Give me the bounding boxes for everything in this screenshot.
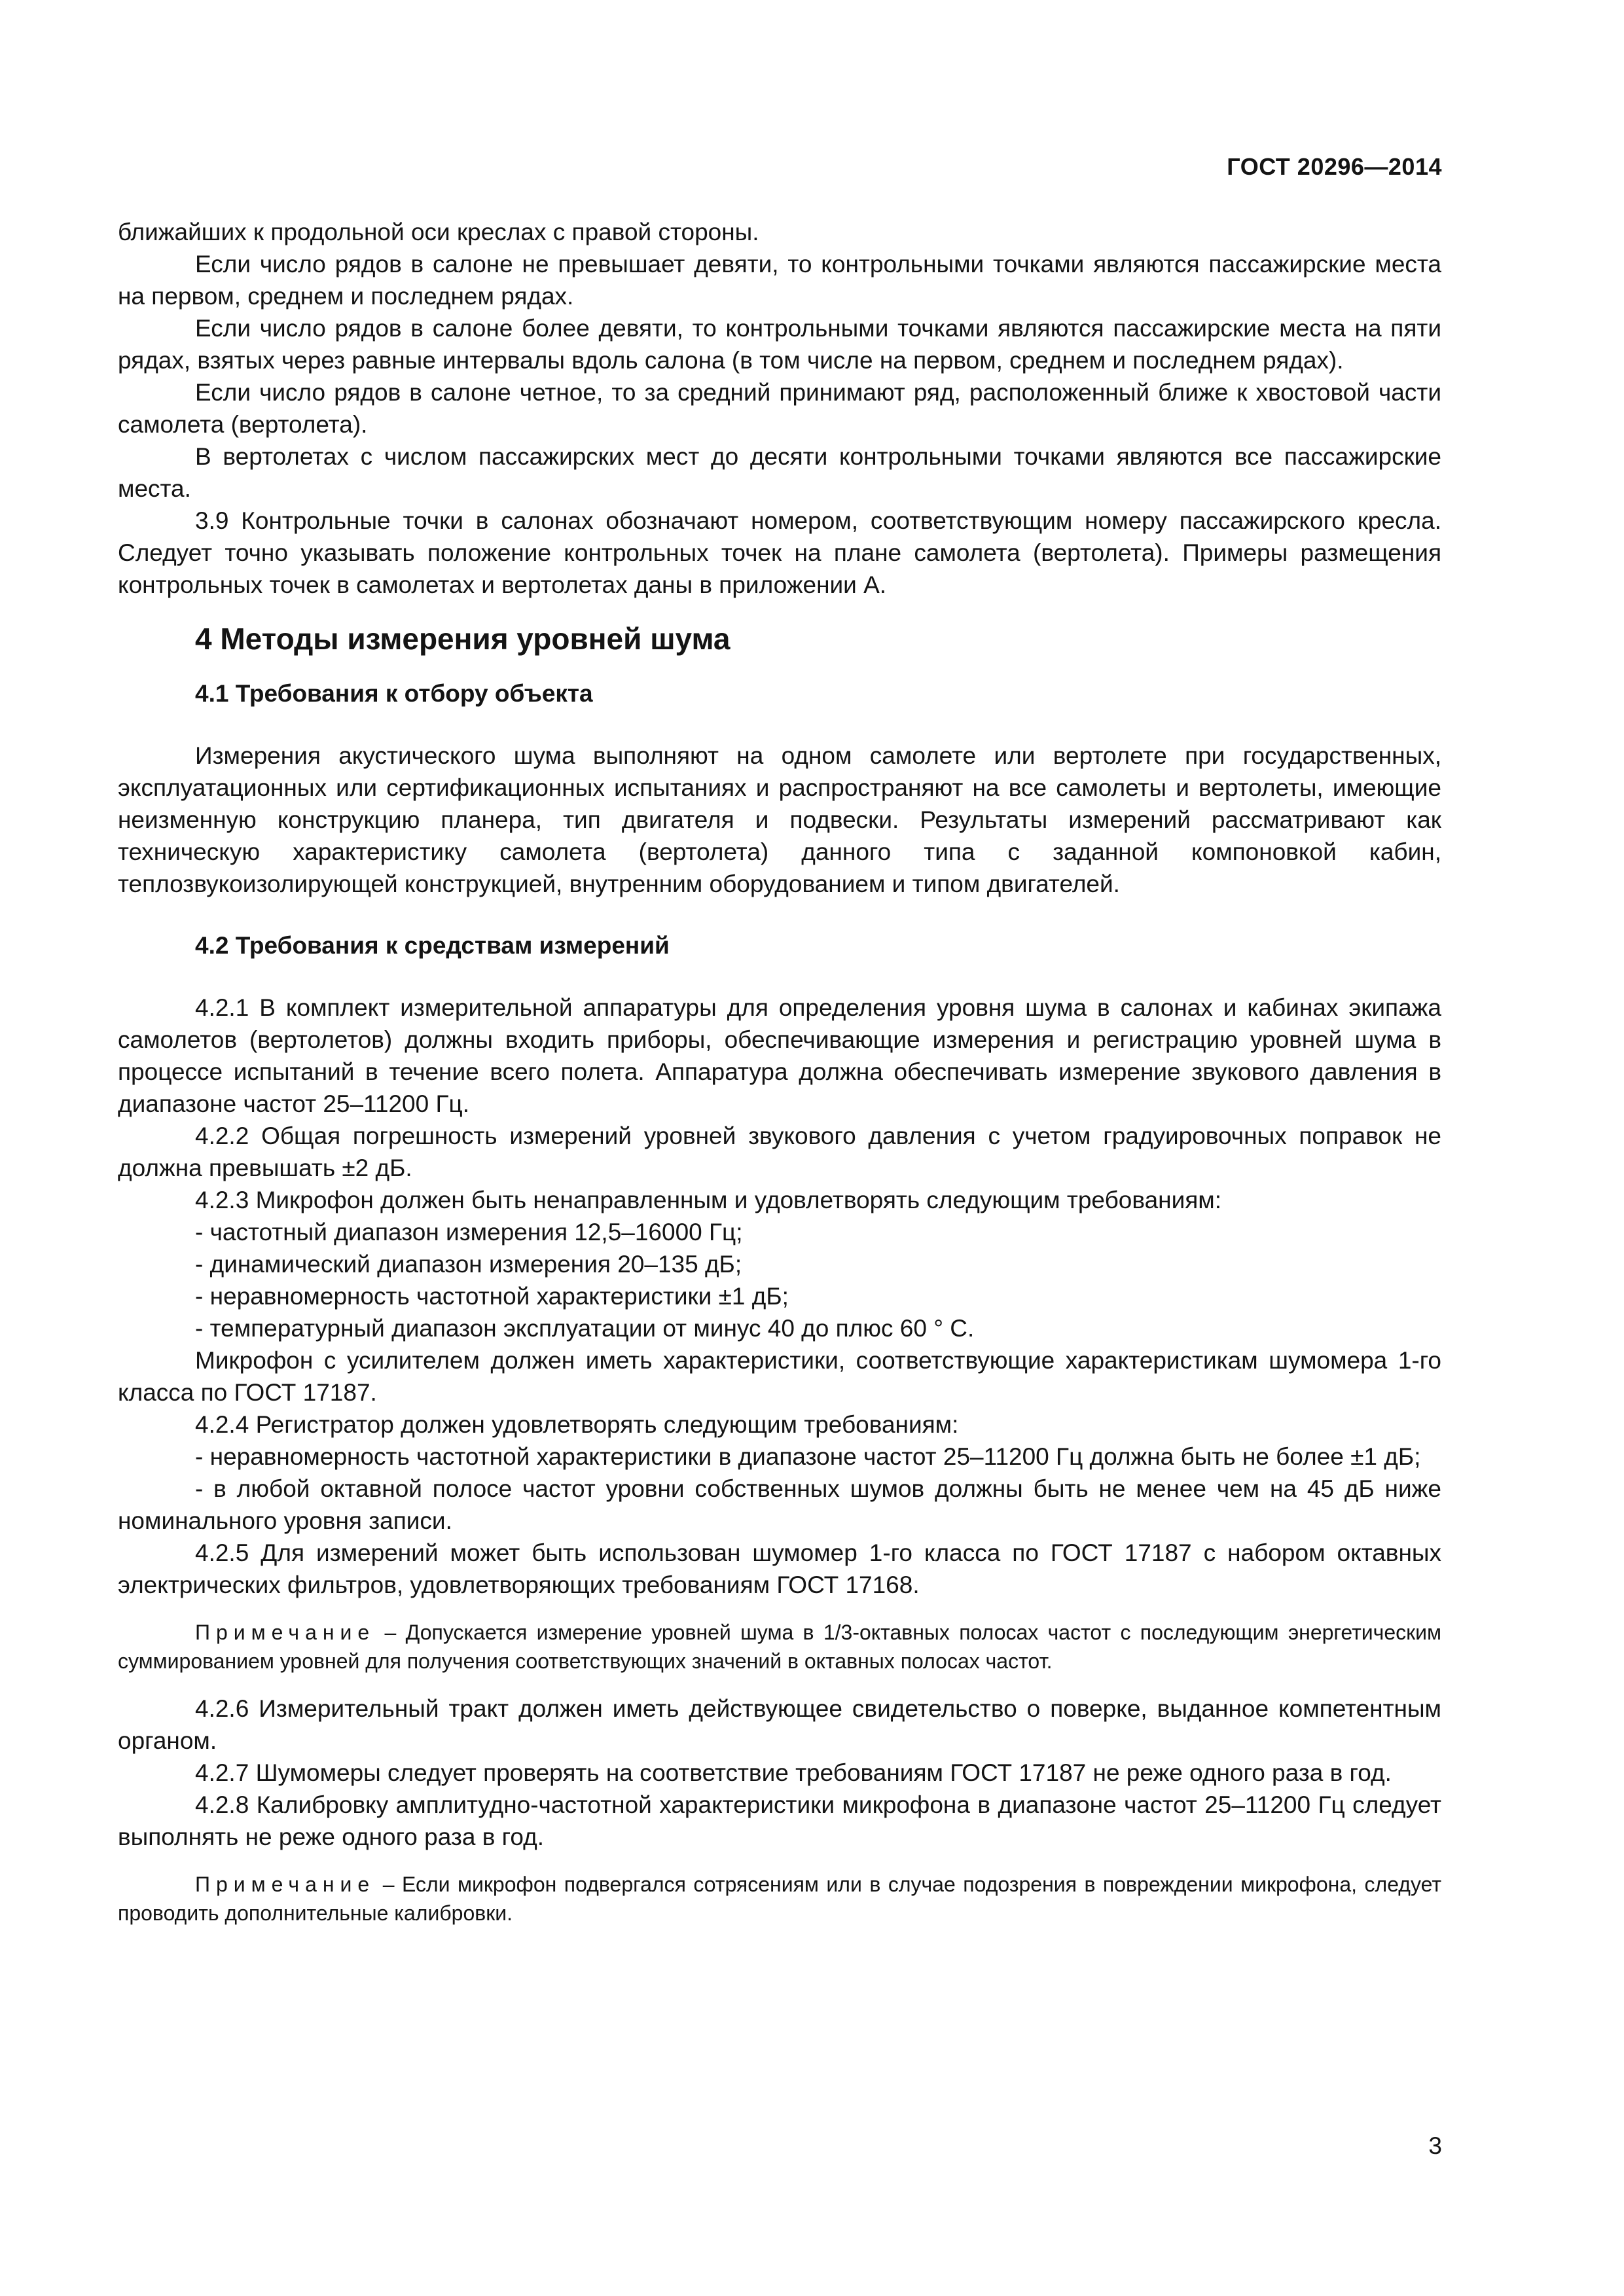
paragraph-4-2-2: 4.2.2 Общая погрешность измерений уровней звукового давления с учетом градуировочных поправок не должна превышать ±2 дБ. [118, 1122, 1441, 1181]
list-item: - динамический диапазон измерения 20–135 дБ; [195, 1251, 742, 1278]
paragraph-4-2-1: 4.2.1 В комплект измерительной аппаратуры для определения уровня шума в салонах и кабинах экипажа самолетов (вертолетов) должны входить приборы, обеспечивающие измерения и регистрацию уровней шума в процессе испытаний в течение всего полета. Аппаратура должна обеспечивать измерение звукового давления в диапазоне частот 25–11200 Гц. [118, 994, 1441, 1117]
note-1 [118, 1618, 1441, 1676]
paragraph: Если число рядов в салоне четное, то за средний принимают ряд, расположенный ближе к хвостовой части самолета (вертолета). [118, 379, 1441, 438]
paragraph: В вертолетах с числом пассажирских мест до десяти контрольными точками являются все пассажирские места. [118, 443, 1441, 502]
document-header: ГОСТ 20296—2014 [1227, 153, 1442, 180]
paragraph-4-1: Измерения акустического шума выполняют на одном самолете или вертолете при государственных, эксплуатационных или сертификационных испытаниях и распространяют на все самолеты и вертолеты, имеющие неизменную конструкцию планера, тип двигателя и подвески. Результаты измерений рассматривают как техническую характеристику самолета (вертолета) данного типа с заданной компоновкой кабин, теплозвукоизолирующей конструкцией, внутренним оборудованием и типом двигателей. [118, 742, 1441, 897]
paragraph: Микрофон с усилителем должен иметь характеристики, соответствующие характеристикам шумомера 1-го класса по ГОСТ 17187. [118, 1347, 1441, 1406]
paragraph-4-2-4: 4.2.4 Регистратор должен удовлетворять следующим требованиям: [195, 1411, 959, 1438]
paragraph-continuation: ближайших к продольной оси креслах с правой стороны. [118, 219, 759, 245]
list-item: - неравномерность частотной характеристики в диапазоне частот 25–11200 Гц должна быть не более ±1 дБ; [195, 1443, 1421, 1470]
page-number: 3 [1428, 2132, 1442, 2159]
paragraph: Если число рядов в салоне не превышает девяти, то контрольными точками являются пассажирские места на первом, среднем и последнем рядах. [118, 251, 1441, 310]
note-text: – Допускается измерение уровней шума в 1/3-октавных полосах частот с последующим энергетическим суммированием уровней для получения соответствующих значений в октавных полосах частот. [118, 1621, 1442, 1673]
note-text: – Если микрофон подвергался сотрясениям или в случае подозрения в повреждении микрофона, следует проводить дополнительные калибровки. [118, 1873, 1442, 1925]
note-label: Примечание [195, 1621, 376, 1644]
section-4-heading: 4 Методы измерения уровней шума [195, 622, 731, 656]
paragraph-4-2-6: 4.2.6 Измерительный тракт должен иметь действующее свидетельство о поверке, выданное компетентным органом. [118, 1695, 1441, 1754]
list-item: - неравномерность частотной характеристики ±1 дБ; [195, 1283, 789, 1310]
paragraph: Если число рядов в салоне более девяти, то контрольными точками являются пассажирские места на пяти рядах, взятых через равные интервалы вдоль салона (в том числе на первом, среднем и последнем рядах). [118, 315, 1441, 374]
subsection-4-2-heading: 4.2 Требования к средствам измерений [195, 932, 670, 959]
document-body [118, 216, 1441, 1928]
paragraph-4-2-3: 4.2.3 Микрофон должен быть ненаправленным и удовлетворять следующим требованиям: [195, 1187, 1222, 1213]
subsection-4-1-heading: 4.1 Требования к отбору объекта [195, 680, 593, 707]
paragraph-3-9: 3.9 Контрольные точки в салонах обозначают номером, соответствующим номеру пассажирского кресла. Следует точно указывать положение контрольных точек на плане самолета (вертолета). Примеры размещения контрольных точек в самолетах и вертолетах даны в приложении А. [118, 507, 1441, 598]
list-item: - частотный диапазон измерения 12,5–16000 Гц; [195, 1219, 743, 1246]
note-label: Примечание [195, 1873, 376, 1896]
note-2 [118, 1870, 1441, 1928]
paragraph-4-2-7: 4.2.7 Шумомеры следует проверять на соответствие требованиям ГОСТ 17187 не реже одного раза в год. [195, 1759, 1392, 1786]
paragraph-4-2-8: 4.2.8 Калибровку амплитудно-частотной характеристики микрофона в диапазоне частот 25–11200 Гц следует выполнять не реже одного раза в год. [118, 1791, 1441, 1850]
paragraph-4-2-5: 4.2.5 Для измерений может быть использован шумомер 1-го класса по ГОСТ 17187 с набором октавных электрических фильтров, удовлетворяющих требованиям ГОСТ 17168. [118, 1539, 1441, 1598]
list-item: - температурный диапазон эксплуатации от минус 40 до плюс 60 ° С. [195, 1315, 975, 1342]
list-item: - в любой октавной полосе частот уровни собственных шумов должны быть не менее чем на 45 дБ ниже номинального уровня записи. [118, 1475, 1441, 1534]
